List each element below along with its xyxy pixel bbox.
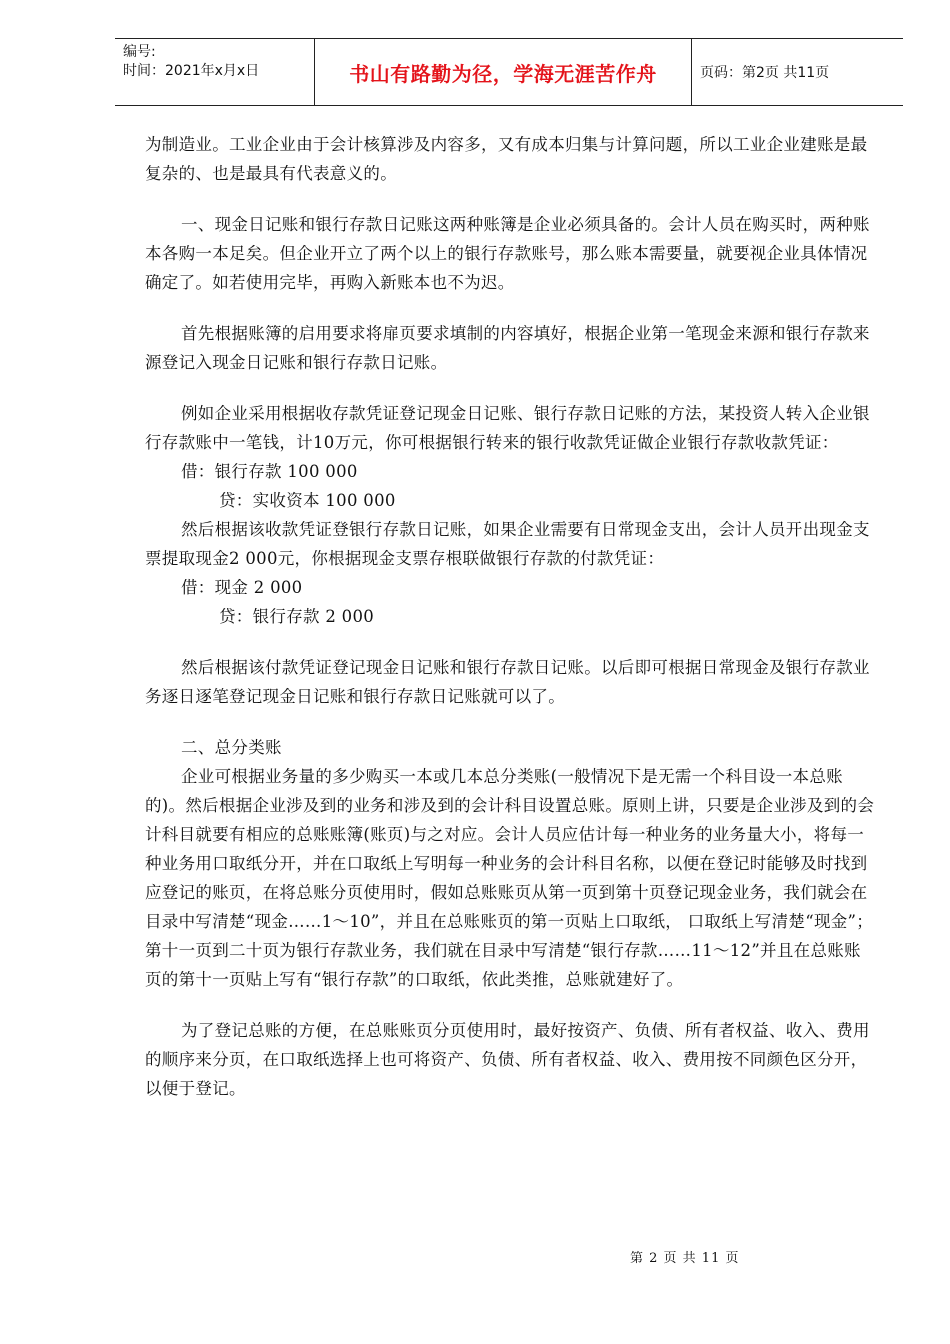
journal-entry-1-credit: 贷：实收资本 100 000 — [219, 491, 396, 510]
header-meta — [115, 39, 315, 105]
journal-entry-2-debit: 借：现金 2 000 — [181, 578, 303, 597]
section-heading-general-ledger: 二、总分类账 — [181, 738, 282, 757]
page-header — [115, 38, 903, 106]
paragraph-2: 一、现金日记账和银行存款日记账这两种账簿是企业必须具备的。会计人员在购买时，两种账本各购一本足矣。但企业开立了两个以上的银行存款账号，那么账本需要量，就要视企业具体情况确定了。如若使用完毕，再购入新账本也不为迟。 — [145, 215, 870, 292]
page-footer: 第 2 页 共 11 页 — [630, 1251, 740, 1266]
paragraph-8: 为了登记总账的方便，在总账账页分页使用时，最好按资产、负债、所有者权益、收入、费用的顺序来分页，在口取纸选择上也可将资产、负债、所有者权益、收入、费用按不同颜色区分开，以便于登记。 — [145, 1021, 870, 1098]
paragraph-1: 为制造业。工业企业由于会计核算涉及内容多，又有成本归集与计算问题，所以工业企业建账是最复杂的、也是最具有代表意义的。 — [145, 135, 868, 183]
paragraph-6: 然后根据该付款凭证登记现金日记账和银行存款日记账。以后即可根据日常现金及银行存款业务逐日逐笔登记现金日记账和银行存款日记账就可以了。 — [145, 658, 870, 706]
header-motto: 书山有路勤为径，学海无涯苦作舟 — [315, 39, 692, 105]
paragraph-5: 然后根据该收款凭证登银行存款日记账，如果企业需要有日常现金支出，会计人员开出现金支票提取现金2 000元，你根据现金支票存根联做银行存款的付款凭证： — [145, 520, 870, 568]
header-page-number: 页码：第2页 共11页 — [700, 65, 830, 81]
paragraph-3: 首先根据账簿的启用要求将扉页要求填制的内容填好，根据企业第一笔现金来源和银行存款来源登记入现金日记账和银行存款日记账。 — [145, 324, 870, 372]
paragraph-7: 企业可根据业务量的多少购买一本或几本总分类账(一般情况下是无需一个科目设一本总账的)。然后根据企业涉及到的业务和涉及到的会计科目设置总账。原则上讲，只要是企业涉及到的会计科目就要有相应的总账账簿(账页)与之对应。会计人员应估计每一种业务的业务量大小，将每一种业务用口取纸分开，并在口取纸上写明每一种业务的会计科目名称，以便在登记时能够及时找到应登记的账页，在将总账分页使用时，假如总账账页从第一页到第十页登记现金业务，我们就会在目录中写清楚“现金……1～10”，并且在总账账页的第一页贴上口取纸， 口取纸上写清楚“现金”；第十一页到二十页为银行存款业务，我们就在目录中写清楚“银行存款……11～12”并且在总账账页的第十一页贴上写有“银行存款”的口取纸，依此类推，总账就建好了。 — [145, 767, 875, 989]
paragraph-4: 例如企业采用根据收存款凭证登记现金日记账、银行存款日记账的方法，某投资人转入企业银行存款账中一笔钱，计10万元，你可根据银行转来的银行收款凭证做企业银行存款收款凭证： — [145, 404, 870, 452]
document-number-label: 编号: — [123, 44, 156, 60]
document-body — [145, 130, 875, 1103]
journal-entry-1-debit: 借：银行存款 100 000 — [181, 462, 358, 481]
document-time-label: 时间：2021年x月x日 — [123, 63, 260, 79]
journal-entry-2-credit: 贷：银行存款 2 000 — [219, 607, 375, 626]
